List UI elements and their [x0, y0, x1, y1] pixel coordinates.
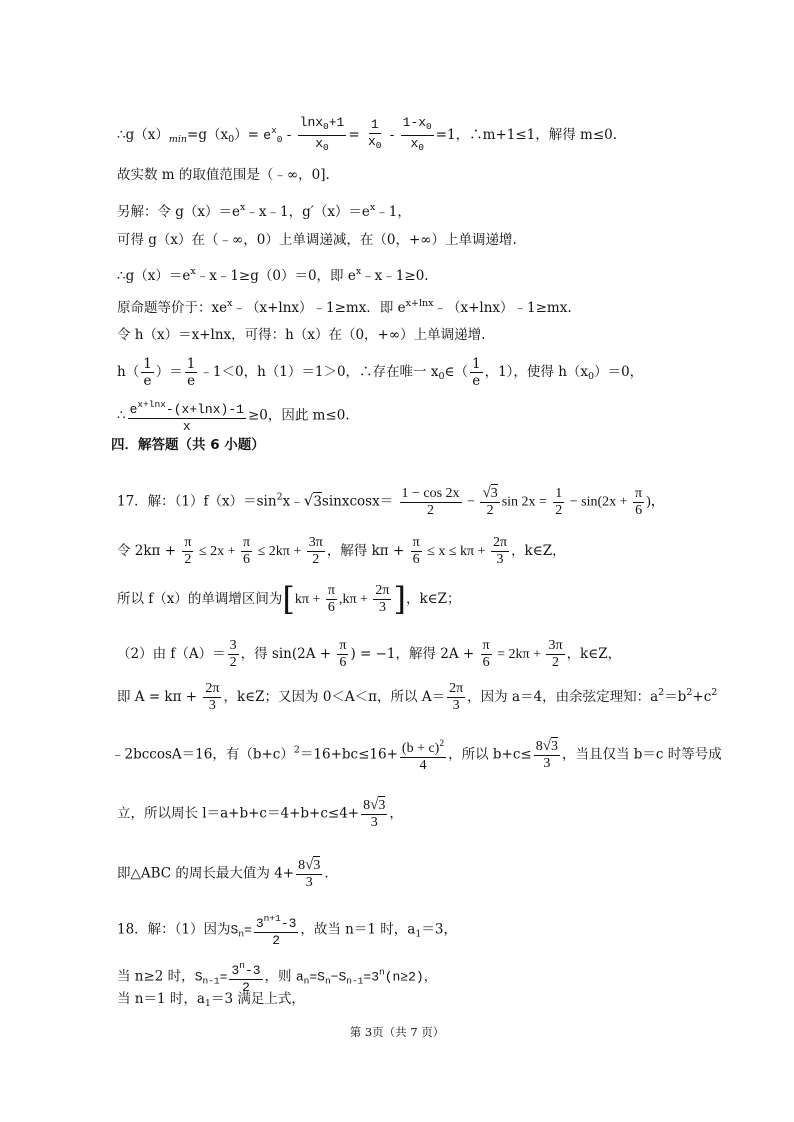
fraction: $\frac{\pi}{6}$: [243, 535, 251, 567]
solution-line-equiv: 原命题等价于：$xe^x﹣(x+\ln x)﹣1\ge mx$．即 $e^{x+lnx}﹣(x+\ln x)﹣1\ge mx$.: [117, 298, 572, 316]
fraction: $\frac{\pi}{6}$: [635, 485, 643, 518]
q18-line-an: 当 n≥2 时，$S_{n-1}=$ $\frac{3^n-3}{2}$ ，则 $a_n=S_n-S_{n-1}=3^n(n\ge 2)$，: [117, 960, 437, 995]
fraction: $\frac{1}{e}$: [186, 356, 196, 389]
solution-line-h: 令 h（x）＝x+lnx，可得：h（x）在（0，+∞）上单调递增.: [117, 327, 486, 343]
fraction: $\frac{\pi}{6}$: [482, 638, 490, 670]
solution-line-conclusion: ∴ $\frac{e^{x+lnx}-(x+\ln x)-1}{x}$ ≥0，因此 m≤0.: [117, 399, 350, 434]
solution-line-alt: 另解：令 $g(x)=e^x﹣x﹣1$，$g'(x)=e^x﹣1$，: [117, 202, 411, 220]
fraction: $\frac{1 - \cos 2x}{2}$: [401, 485, 460, 518]
fraction: $\frac{8√3}{3}$: [298, 857, 321, 890]
section-heading: 四．解答题（共 6 小题）: [111, 437, 265, 453]
fraction: $\frac{1-x_0}{x_0}$: [402, 115, 432, 153]
fraction: $\frac{1}{e}$: [143, 356, 152, 389]
fraction: $\frac{\pi}{2}$: [184, 535, 192, 567]
q17-line-angle-A: 即 A = kπ + $\frac{2\pi}{3}$ ，k∈Z；又因为 0＜A＜π，所以 A＝ $\frac{2\pi}{3}$ ，因为 a＝4，由余弦定理知：$a^2=b^2+c^2$: [117, 681, 718, 713]
fraction: $\frac{2\pi}{3}$: [375, 583, 390, 615]
fraction: $\frac{(b + c)^2}{4}$: [400, 736, 446, 774]
fraction: $\frac{2\pi}{3}$: [449, 681, 464, 713]
fraction: $\frac{1}{x_0}$: [367, 117, 382, 151]
fraction: $\frac{1}{e}$: [471, 356, 481, 389]
q17-line-fx: 17．解：$(1)f(x)=\sin^2x﹣√3sinxcosx=$ $\frac{1 - \cos 2x}{2}$ − $\frac{√3}{2}$ sin 2x = $\frac{1}{2}$ − sin(2x + $\frac{\pi}{6}$ )，: [117, 485, 665, 518]
fraction: $\frac{3\pi}{2}$: [548, 638, 563, 670]
fraction: $\frac{\pi}{6}$: [412, 535, 420, 567]
fraction: $\frac{\pi}{6}$: [339, 638, 347, 670]
fraction: $\frac{8√3}{3}$: [535, 738, 558, 771]
fraction: $\frac{3^{n+1}-3}{2}$: [255, 913, 297, 948]
q17-line-cosine-law: ﹣2bccosA＝16，有$(b+c)^2=16+bc\le 16+$ $\frac{(b + c)^2}{4}$ ，所以 b+c≤ $\frac{8√3}{3}$ ，当且仅当 b＝c 时等号成: [111, 738, 722, 773]
fraction: $\frac{\ln x_0+1}{x_0}$: [299, 115, 345, 153]
solution-line-gmin: $\therefore g(x)_{min}=g(x_0)= e^x_0$ - $\frac{\ln x_0+1}{x_0}$ = $\frac{1}{x_0}$ - $\frac{1-x_0}{x_0}$ =1，∴m+1≤1，解得 m≤0.: [117, 115, 617, 156]
solution-line-ineq: $\therefore g(x)=e^x﹣x﹣1\ge g(0)=0$，即 $e^x﹣x﹣1\ge 0$.: [117, 266, 429, 284]
fraction: $\frac{8√3}{3}$: [363, 797, 386, 830]
fraction: $\frac{2\pi}{3}$: [205, 681, 220, 713]
fraction: $\frac{\pi}{6}$: [327, 583, 335, 615]
q17-line-perimeter: 立，所以周长 l＝a+b+c＝4+b+c≤4+ $\frac{8√3}{3}$ ，: [117, 797, 403, 830]
fraction: $\frac{e^{x+lnx}-(x+\ln x)-1}{x}$: [129, 399, 244, 434]
page-footer: 第 3页（共 7 页）: [349, 1025, 445, 1039]
solution-line-unique: h（ $\frac{1}{e}$ ）＝ $\frac{1}{e}$ ﹣1＜0，h（1）＝1＞0，∴存在唯一 $x_0\in$（ $\frac{1}{e}$ ，1），使得 $h(x_0)=0$，: [117, 356, 644, 389]
q18-line-check: 当 n＝1 时，$a_1=3$ 满足上式，: [117, 991, 305, 1009]
q18-line-sn: 18．解：（1）因为$S_n=$ $\frac{3^{n+1}-3}{2}$ ，故当 n＝1 时，$a_1=3$，: [117, 913, 457, 948]
q17-line-part2: （2）由 f（A）＝ $\frac{3}{2}$ ，得 sin(2A + $\frac{\pi}{6}$ ) = −1，解得 2A + $\frac{\pi}{6}$ = 2kπ + $\frac{3\pi}{2}$ ，k∈Z，: [117, 638, 622, 670]
solution-line-range: 故实数 m 的取值范围是（﹣∞，0].: [117, 167, 330, 183]
fraction: $\frac{3^n-3}{2}$: [231, 960, 261, 995]
solution-line-monotone: 可得 g（x）在（﹣∞，0）上单调递减，在（0，+∞）上单调递增.: [117, 232, 517, 248]
fraction: $\frac{2\pi}{3}$: [492, 535, 508, 567]
q17-line-interval-solve: 令 2kπ + $\frac{\pi}{2}$ ≤ 2x + $\frac{\pi}{6}$ ≤ 2kπ + $\frac{3\pi}{2}$ ，解得 kπ + $\frac{\pi}{6}$ ≤ x ≤ kπ + $\frac{2\pi}{3}$ ，k∈Z，: [117, 535, 566, 567]
fraction: $\frac{3\pi}{2}$: [308, 535, 323, 567]
fraction: $\frac{1}{2}$: [555, 485, 563, 518]
q17-line-increasing-interval: 所以 f（x）的单调增区间为[kπ + $\frac{\pi}{6}$ ,kπ + $\frac{2\pi}{3}$ ]，k∈Z；: [117, 580, 461, 618]
fraction: $\frac{3}{2}$: [229, 638, 237, 670]
fraction: $\frac{√3}{2}$: [482, 485, 498, 518]
q17-line-max-perimeter: 即△ABC 的周长最大值为 4+ $\frac{8√3}{3}$ .: [117, 857, 329, 890]
